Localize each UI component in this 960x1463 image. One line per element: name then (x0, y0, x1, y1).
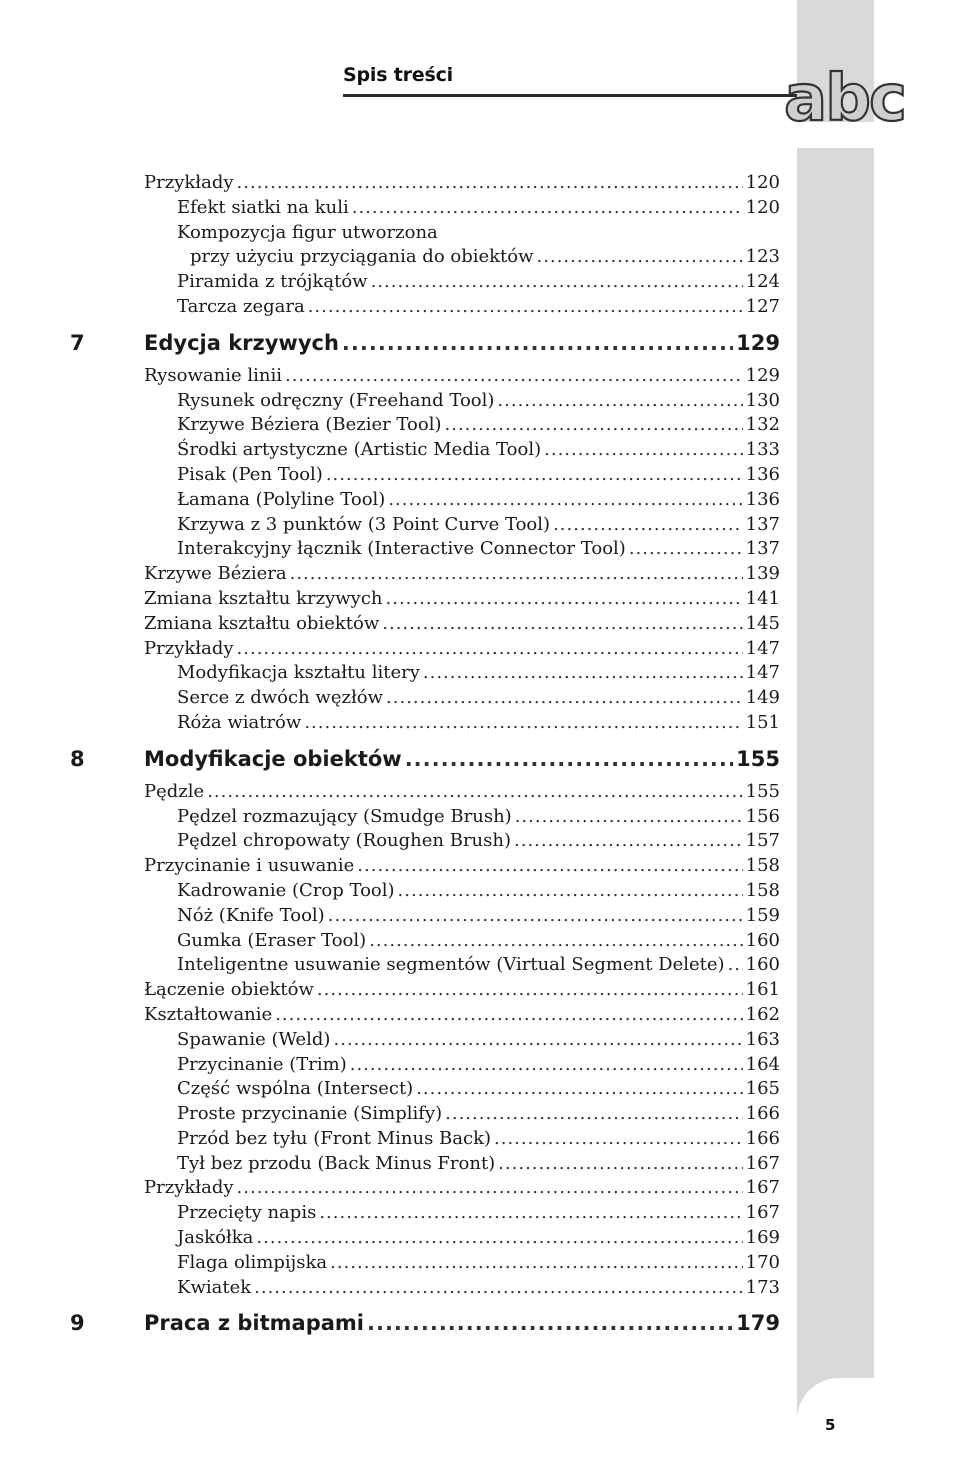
entry-title: Rysowanie linii (144, 364, 282, 386)
dot-leader (386, 686, 743, 711)
entry-title: Interakcyjny łącznik (Interactive Connector Tool) (177, 538, 626, 560)
page-ref: 139 (745, 563, 780, 585)
dot-leader (342, 326, 733, 361)
dot-leader (237, 171, 743, 196)
page-ref: 160 (745, 954, 780, 976)
page-ref: 157 (745, 830, 780, 852)
entry-title: Tył bez przodu (Back Minus Front) (177, 1152, 496, 1174)
toc-entry[interactable] (0, 1102, 797, 1127)
page-ref: 147 (745, 662, 780, 684)
entry-title: Zmiana kształtu krzywych (144, 587, 383, 609)
toc-entry[interactable] (0, 829, 797, 854)
dot-leader (275, 1003, 742, 1028)
toc-entry[interactable] (0, 1077, 797, 1102)
entry-title: Gumka (Eraser Tool) (177, 929, 367, 951)
entry-title: Kwiatek (177, 1276, 252, 1298)
chapter-title: Modyfikacje obiektów (144, 746, 402, 771)
toc-entry[interactable] (0, 1028, 797, 1053)
entry-title: Część wspólna (Intersect) (177, 1078, 414, 1100)
toc-entry[interactable] (0, 389, 797, 414)
abc-logo (780, 52, 905, 128)
toc-entry[interactable] (0, 1251, 797, 1276)
page-ref: 127 (745, 295, 780, 317)
entry-title: Róża wiatrów (177, 711, 302, 733)
dot-leader (290, 562, 743, 587)
page-ref: 167 (745, 1152, 780, 1174)
toc-entry[interactable] (0, 587, 797, 612)
entry-title: Łączenie obiektów (144, 979, 314, 1001)
chapter-number: 7 (70, 330, 85, 355)
toc-entry[interactable] (0, 686, 797, 711)
chapter-title: Edycja krzywych (144, 330, 339, 355)
dot-leader (728, 953, 743, 978)
page-ref: 170 (745, 1251, 780, 1273)
dot-leader (445, 1102, 743, 1127)
entry-title: Przykłady (144, 172, 234, 193)
entry-title: Pisak (Pen Tool) (177, 463, 323, 485)
toc-entry[interactable] (0, 196, 797, 221)
entry-title: Zmiana kształtu obiektów (144, 612, 380, 634)
entry-title: Proste przycinanie (Simplify) (177, 1103, 443, 1125)
page-ref: 164 (745, 1053, 780, 1075)
table-of-contents (0, 171, 797, 1344)
toc-entry[interactable] (0, 1276, 797, 1301)
toc-entry[interactable] (0, 953, 797, 978)
dot-leader (285, 364, 743, 389)
toc-entry[interactable] (0, 463, 797, 488)
page-ref: 156 (745, 805, 780, 827)
toc-entry[interactable] (0, 929, 797, 954)
toc-entry[interactable] (0, 1201, 797, 1226)
dot-leader (445, 413, 743, 438)
dot-leader (416, 1077, 742, 1102)
page-ref: 151 (745, 711, 780, 733)
dot-leader (423, 661, 743, 686)
toc-entry[interactable] (0, 1176, 797, 1201)
page-ref: 129 (736, 330, 780, 355)
entry-title: Krzywe Béziera (Bezier Tool) (177, 414, 442, 436)
dot-leader (498, 1152, 742, 1177)
toc-entry[interactable] (0, 1152, 797, 1177)
side-strip (797, 0, 874, 1463)
page-ref: 169 (745, 1227, 780, 1249)
page-ref: 136 (745, 463, 780, 485)
toc-entry[interactable] (0, 537, 797, 562)
page-ref: 167 (745, 1177, 780, 1199)
toc-entry[interactable] (0, 854, 797, 879)
page-ref: 147 (745, 637, 780, 659)
dot-leader (629, 537, 743, 562)
page-ref: 129 (745, 364, 780, 386)
dot-leader (207, 780, 742, 805)
entry-title: Przód bez tyłu (Front Minus Back) (177, 1127, 492, 1149)
entry-title: Przykłady (144, 637, 234, 659)
dot-leader (357, 854, 742, 879)
toc-entry[interactable] (0, 171, 797, 196)
entry-title: Serce z dwóch węzłów (177, 687, 384, 709)
toc-entry[interactable] (0, 488, 797, 513)
page-number: 5 (825, 1416, 836, 1434)
page-ref: 159 (745, 904, 780, 926)
entry-title: Flaga olimpijska (177, 1251, 328, 1273)
toc-entry[interactable] (0, 1003, 797, 1028)
chapter-number: 8 (70, 746, 85, 771)
page-ref: 133 (745, 439, 780, 461)
entry-title: Pędzle (144, 780, 205, 802)
page-ref: 158 (745, 855, 780, 877)
dot-leader (308, 295, 743, 320)
entry-title: Tarcza zegara (177, 295, 305, 317)
page-ref: 136 (745, 488, 780, 510)
dot-leader (405, 742, 733, 777)
page-ref: 173 (745, 1276, 780, 1298)
dot-leader (333, 1028, 742, 1053)
page-ref: 158 (745, 879, 780, 901)
entry-title: Efekt siatki na kuli (177, 196, 349, 218)
toc-entry[interactable] (0, 612, 797, 637)
page-header-title: Spis treści (343, 64, 453, 86)
entry-title: Rysunek odręczny (Freehand Tool) (177, 389, 495, 411)
page-ref: 165 (745, 1078, 780, 1100)
page-ref: 132 (745, 414, 780, 436)
toc-entry[interactable] (0, 364, 797, 389)
page-ref: 123 (745, 246, 780, 268)
toc-entry[interactable] (0, 245, 797, 270)
chapter-number: 9 (70, 1311, 85, 1336)
dot-leader (256, 1226, 742, 1251)
page-ref: 155 (736, 746, 780, 771)
toc-entry[interactable] (0, 413, 797, 438)
page-ref: 162 (745, 1003, 780, 1025)
page-ref: 120 (745, 172, 780, 193)
dot-leader (317, 978, 743, 1003)
entry-title: Piramida z trójkątów (177, 271, 368, 293)
dot-leader (237, 1176, 743, 1201)
entry-title: Krzywa z 3 punktów (3 Point Curve Tool) (177, 513, 551, 535)
page-ref: 179 (736, 1311, 780, 1336)
dot-leader (254, 1276, 743, 1301)
entry-title: Przycinanie (Trim) (177, 1053, 347, 1075)
toc-entry[interactable] (0, 978, 797, 1003)
toc-chapter-entry[interactable] (0, 326, 797, 361)
dot-leader (382, 612, 742, 637)
page-ref: 137 (745, 513, 780, 535)
entry-title: Pędzel rozmazujący (Smudge Brush) (177, 805, 512, 827)
toc-chapter-entry[interactable] (0, 1306, 797, 1341)
dot-leader (544, 438, 743, 463)
page-ref: 167 (745, 1202, 780, 1224)
toc-entry[interactable] (0, 904, 797, 929)
entry-title: Inteligentne usuwanie segmentów (Virtual Segment Delete) (177, 954, 725, 976)
dot-leader (367, 1306, 733, 1341)
dot-leader (350, 1053, 743, 1078)
page-number-bubble (797, 1378, 874, 1463)
dot-leader (304, 711, 742, 736)
entry-title: Przecięty napis (177, 1202, 317, 1224)
page-ref: 166 (745, 1127, 780, 1149)
toc-entry[interactable] (0, 879, 797, 904)
toc-entry[interactable] (0, 1226, 797, 1251)
page-ref: 124 (745, 271, 780, 293)
entry-title: przy użyciu przyciągania do obiektów (190, 246, 534, 268)
dot-leader (328, 904, 743, 929)
page-ref: 137 (745, 538, 780, 560)
toc-entry[interactable] (0, 1127, 797, 1152)
page-ref: 145 (745, 612, 780, 634)
page-ref: 161 (745, 979, 780, 1001)
page-ref: 130 (745, 389, 780, 411)
page-ref: 163 (745, 1028, 780, 1050)
dot-leader (537, 245, 743, 270)
entry-title: Przykłady (144, 1177, 234, 1199)
header-rule (343, 94, 797, 97)
toc-entry[interactable] (0, 562, 797, 587)
abc-logo-text: abc (784, 62, 905, 128)
dot-leader (388, 488, 742, 513)
entry-title: Modyfikacja kształtu litery (177, 662, 420, 684)
chapter-title: Praca z bitmapami (144, 1311, 364, 1336)
toc-entry[interactable] (0, 513, 797, 538)
dot-leader (326, 463, 743, 488)
page-ref: 160 (745, 929, 780, 951)
dot-leader (319, 1201, 742, 1226)
toc-entry[interactable] (0, 438, 797, 463)
dot-leader (371, 270, 743, 295)
entry-title: Łamana (Polyline Tool) (177, 488, 386, 510)
toc-entry[interactable] (0, 711, 797, 736)
dot-leader (515, 805, 743, 830)
entry-title: Jaskółka (177, 1227, 254, 1249)
dot-leader (330, 1251, 743, 1276)
toc-entry[interactable] (0, 661, 797, 686)
entry-title: Spawanie (Weld) (177, 1028, 331, 1050)
entry-title: Krzywe Béziera (144, 563, 287, 585)
toc-entry[interactable] (0, 295, 797, 320)
dot-leader (237, 637, 743, 662)
dot-leader (553, 513, 743, 538)
page-ref: 141 (745, 587, 780, 609)
toc-entry[interactable] (0, 780, 797, 805)
entry-title: Kompozycja figur utworzona (177, 221, 438, 243)
dot-leader (369, 929, 742, 954)
toc-entry[interactable] (0, 1053, 797, 1078)
dot-leader (514, 829, 743, 854)
toc-chapter-entry[interactable] (0, 742, 797, 777)
page-ref: 149 (745, 687, 780, 709)
entry-title: Pędzel chropowaty (Roughen Brush) (177, 830, 512, 852)
page-ref: 120 (745, 196, 780, 218)
page-ref: 155 (745, 780, 780, 802)
entry-title: Przycinanie i usuwanie (144, 855, 355, 877)
dot-leader (386, 587, 743, 612)
toc-entry[interactable] (0, 805, 797, 830)
entry-title: Środki artystyczne (Artistic Media Tool) (177, 439, 542, 461)
entry-title: Kadrowanie (Crop Tool) (177, 879, 395, 901)
toc-entry[interactable] (0, 637, 797, 662)
dot-leader (352, 196, 743, 221)
entry-title: Nóż (Knife Tool) (177, 904, 325, 926)
entry-title: Kształtowanie (144, 1003, 273, 1025)
dot-leader (494, 1127, 743, 1152)
page-ref: 166 (745, 1103, 780, 1125)
dot-leader (497, 389, 742, 414)
dot-leader (398, 879, 743, 904)
toc-entry[interactable] (0, 270, 797, 295)
toc-entry[interactable] (0, 221, 797, 246)
